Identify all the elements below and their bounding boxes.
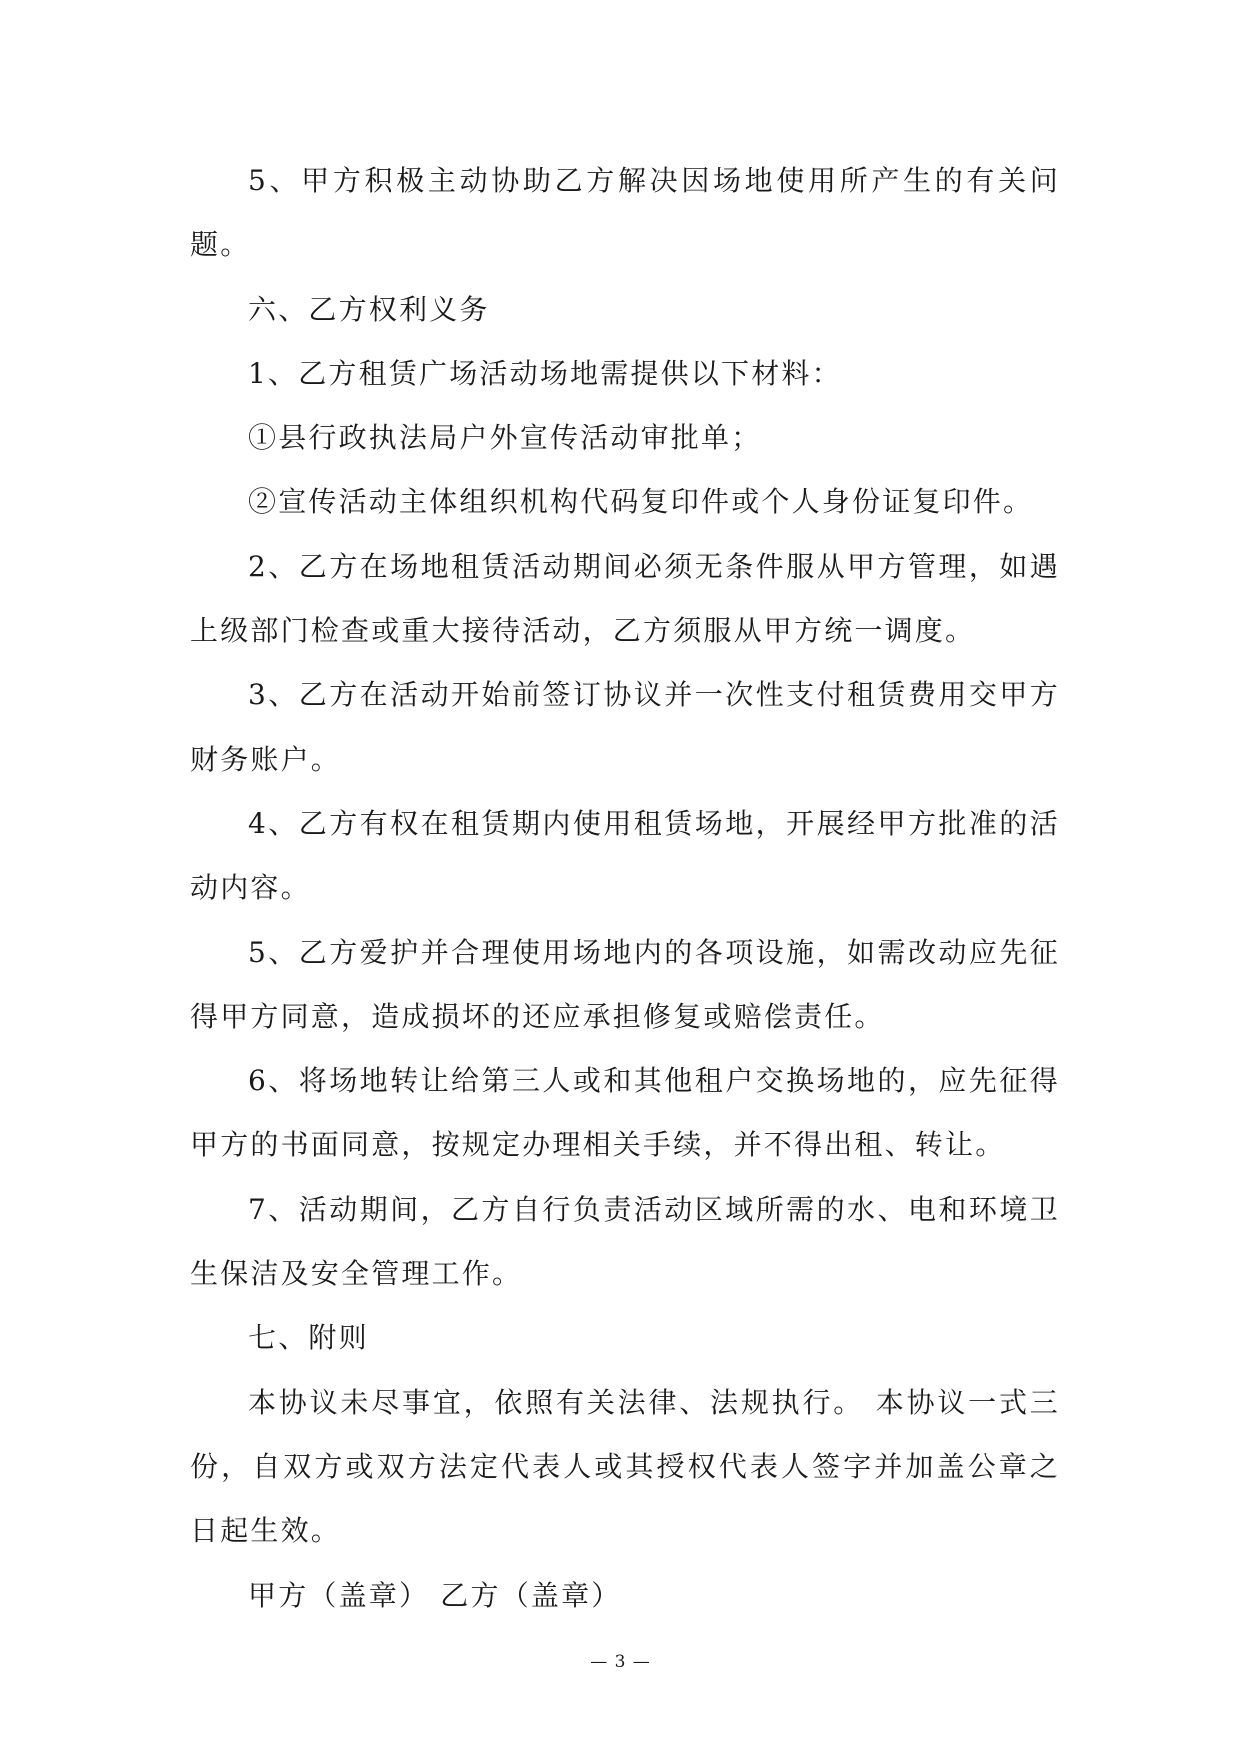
paragraph-party-b-item-3: 3、乙方在活动开始前签订协议并一次性支付租赁费用交甲方财务账户。 [190,678,1060,776]
signature-line: 甲方（盖章） 乙方（盖章） [248,1578,622,1612]
paragraph-party-b-item-5: 5、乙方爱护并合理使用场地内的各项设施，如需改动应先征得甲方同意，造成损坏的还应承担修复或赔偿责任。 [190,935,1060,1033]
paragraph-supplementary-terms: 本协议未尽事宜，依照有关法律、法规执行。 本协议一式三份，自双方或双方法定代表人或其授权代表人签字并加盖公章之日起生效。 [190,1385,1060,1548]
paragraph-party-b-item-7: 7、活动期间，乙方自行负责活动区域所需的水、电和环境卫生保洁及安全管理工作。 [190,1192,1060,1291]
paragraph-material-1: ①县行政执法局户外宣传活动审批单； [248,421,762,455]
paragraph-party-b-item-2: 2、乙方在场地租赁活动期间必须无条件服从甲方管理，如遇上级部门检查或重大接待活动，乙方须服从甲方统一调度。 [190,549,1060,648]
document-body [190,149,1060,1628]
paragraph-party-b-item-1: 1、乙方租赁广场活动场地需提供以下材料： [248,356,842,390]
section-heading-supplementary: 七、附则 [248,1321,369,1355]
paragraph-party-a-duty-5: 5、甲方积极主动协助乙方解决因场地使用所产生的有关问题。 [190,164,1060,262]
paragraph-party-b-item-4: 4、乙方有权在租赁期内使用租赁场地，开展经甲方批准的活动内容。 [190,806,1060,905]
paragraph-material-2: ②宣传活动主体组织机构代码复印件或个人身份证复印件。 [248,485,1034,519]
paragraph-party-b-item-6: 6、将场地转让给第三人或和其他租户交换场地的，应先征得甲方的书面同意，按规定办理相关手续，并不得出租、转让。 [190,1064,1060,1162]
section-heading-party-b-rights: 六、乙方权利义务 [248,292,490,326]
page-number: — 3 — [590,1652,651,1672]
